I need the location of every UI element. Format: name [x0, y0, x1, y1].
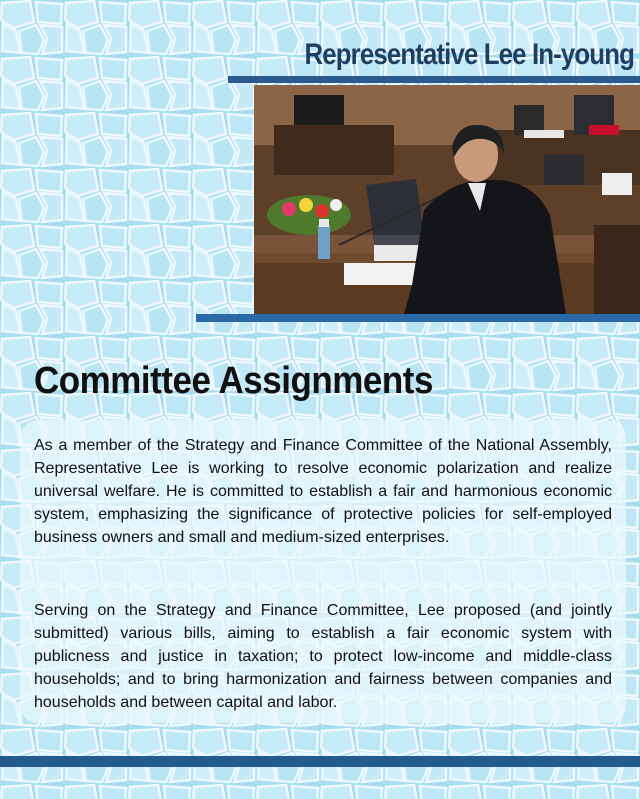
paragraph-bills-proposed: Serving on the Strategy and Finance Committee, Lee proposed (and jointly submitted) various bills, aiming to establish a fair economic system with publicness and justice in taxation; to protect low-income and middle-class households; and to bring harmonization and fairness between companies and households and between capital and labor. — [34, 602, 612, 711]
representative-photo — [254, 85, 640, 314]
photo-underline-bar — [196, 314, 640, 322]
paragraph-committee-role: As a member of the Strategy and Finance Committee of the National Assembly, Representative Lee is working to resolve economic polarization and realize universal welfare. He is committed to establish a fair and harmonious economic system, emphasizing the significance of protective policies for self-employed business owners and small and medium-sized enterprises. — [34, 437, 612, 546]
section-heading: Committee Assignments — [34, 360, 433, 402]
footer-bar — [0, 756, 640, 767]
photo-icon — [254, 85, 640, 314]
title-underline-bar — [228, 76, 640, 83]
page-title: Representative Lee In-young — [304, 38, 634, 71]
